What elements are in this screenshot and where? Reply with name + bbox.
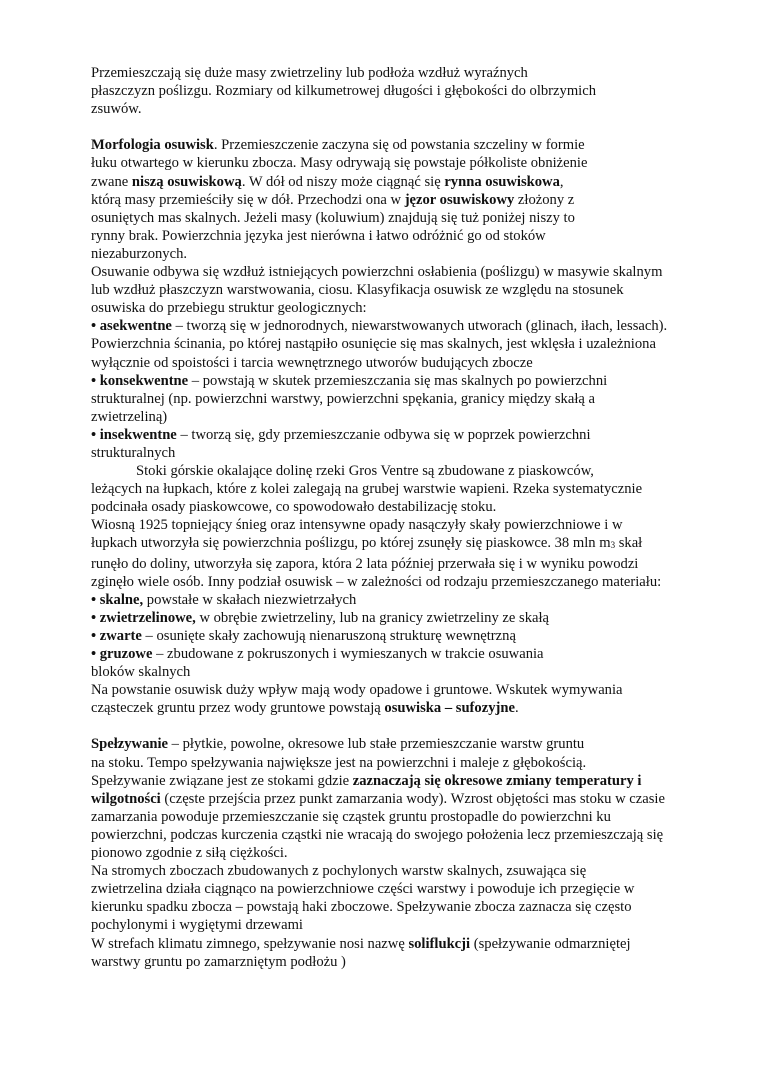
term-jezor: jęzor osuwiskowy	[404, 191, 515, 208]
material-line: bloków skalnych	[91, 664, 191, 681]
intro-line: Przemieszczają się duże masy zwietrzeliny lub podłoża wzdłuż wyraźnych	[91, 65, 528, 81]
term-soliflukcja: soliflukcji	[408, 935, 471, 952]
term-sufozyjne: osuwiska – sufozyjne	[384, 700, 515, 717]
gros-ventre-line: leżących na łupkach, które z kolei zalegają na grubej warstwie wapieni. Rzeka systematycznie	[91, 481, 643, 498]
paragraph-gap	[91, 118, 716, 136]
morfologia-line: niezaburzonych.	[91, 245, 188, 262]
class-line: strukturalnych	[91, 444, 176, 461]
term-nisza: niszą osuwiskową	[131, 173, 242, 190]
class-insekwentne: • insekwentne – tworzą się, gdy przemieszczanie odbywa się w poprzek powierzchni	[91, 426, 591, 443]
gros-ventre-line: Stoki górskie okalające dolinę rzeki Gros Ventre są zbudowane z piaskowców,	[136, 463, 594, 480]
material-zwietrzelinowe: • zwietrzelinowe, w obrębie zwietrzeliny, lub na granicy zwietrzeliny ze skałą	[91, 609, 549, 626]
intro-line: zsuwów.	[91, 101, 142, 118]
class-asekwentne: • asekwentne – tworzą się w jednorodnych, niewarstwowanych utworach (glinach, iłach, lessach).	[91, 318, 668, 335]
gros-ventre-line: Wiosną 1925 topniejący śnieg oraz intensywne opady nasączyły skały powierzchniowe i w	[91, 517, 623, 534]
class-konsekwentne: • konsekwentne – powstają w skutek przemieszczania się mas skalnych po powierzchni	[91, 372, 608, 389]
spelzywanie-line: pochylonymi i wygiętymi drzewami	[91, 917, 303, 934]
class-line: zwietrzeliną)	[91, 408, 168, 425]
morfologia-line: lub wzdłuż płaszczyzn warstwowania, ciosu. Klasyfikacja osuwisk ze względu na stosunek	[91, 282, 624, 299]
spelzywanie-line: zwietrzelina działa ciągnąco na powierzchniowe części warstwy i powoduje ich przegięcie w	[91, 881, 635, 898]
spelzywanie-line: Na stromych zboczach zbudowanych z pochylonych warstw skalnych, zsuwająca się	[91, 863, 587, 880]
morfologia-line: zwane niszą osuwiskową. W dół od niszy może ciągnąć się rynna osuwiskowa,	[91, 173, 564, 190]
unit-subscript: 3	[610, 540, 616, 551]
morfologia-heading: Morfologia osuwisk	[91, 137, 214, 154]
morfologia-line: którą masy przemieściły się w dół. Przechodzi ona w jęzor osuwiskowy złożony z	[91, 191, 575, 208]
class-line: strukturalnej (np. powierzchni warstwy, powierzchni spękania, granicy między skałą a	[91, 390, 595, 407]
spelzywanie-line: zamarzania powoduje przemieszczanie się cząstek gruntu prostopadle do powierzchni ku	[91, 808, 611, 825]
spelzywanie-line: Spełzywanie związane jest ze stokami gdzie zaznaczają się okresowe zmiany temperatury i	[91, 772, 642, 789]
gros-ventre-line: łupkach utworzyła się powierzchnia poślizgu, po której zsunęły się piaskowce. 38 mln $m_3$ skał	[91, 535, 643, 552]
material-line: cząsteczek gruntu przez wody gruntowe powstają osuwiska – sufozyjne.	[91, 700, 519, 717]
morfologia-line: Morfologia osuwisk. Przemieszczenie zaczyna się od powstania szczeliny w formie	[91, 137, 585, 154]
spelzywanie-line: na stoku. Tempo spełzywania największe jest na powierzchni i maleje z głębokością.	[91, 754, 587, 771]
morfologia-line: Osuwanie odbywa się wzdłuż istniejących powierzchni osłabienia (poślizgu) w masywie skalnym	[91, 264, 663, 281]
gros-ventre-line: podcinała osady piaskowcowe, co spowodowało destabilizację stoku.	[91, 499, 497, 516]
material-zwarte: • zwarte – osunięte skały zachowują nienaruszoną strukturę wewnętrzną	[91, 627, 516, 644]
gros-ventre-line: runęło do doliny, utworzyła się zapora, która 2 lata później przerwała się i w wyniku powodzi	[91, 555, 639, 572]
morfologia-line: rynny brak. Powierzchnia języka jest nierówna i łatwo odróżnić go od stoków	[91, 227, 546, 244]
spelzywanie-line: powierzchni, podczas kurczenia cząstki nie wracają do swojego położenia lecz przemieszczają się	[91, 826, 664, 843]
spelzywanie-heading: Spełzywanie	[91, 736, 169, 753]
document-text	[91, 64, 716, 971]
class-line: wyłącznie od spoistości i tarcia wewnętrznego utworów budujących zbocze	[91, 354, 533, 371]
paragraph-gap	[91, 717, 716, 735]
intro-line: płaszczyzn poślizgu. Rozmiary od kilkumetrowej długości i głębokości do olbrzymich	[91, 83, 596, 100]
material-gruzowe: • gruzowe – zbudowane z pokruszonych i wymieszanych w trakcie osuwania	[91, 646, 544, 662]
spelzywanie-line: pionowo zgodnie z siłą ciężkości.	[91, 845, 288, 862]
spelzywanie-line: W strefach klimatu zimnego, spełzywanie nosi nazwę soliflukcji (spełzywanie odmarzniętej	[91, 935, 631, 952]
morfologia-line: osuniętych mas skalnych. Jeżeli masy (koluwium) znajdują się tuż poniżej niszy to	[91, 209, 575, 226]
morfologia-line: łuku otwartego w kierunku zbocza. Masy odrywają się powstaje półkoliste obniżenie	[91, 155, 588, 172]
material-line: Na powstanie osuwisk duży wpływ mają wody opadowe i gruntowe. Wskutek wymywania	[91, 682, 623, 699]
gros-ventre-line: zginęło wiele osób. Inny podział osuwisk – w zależności od rodzaju przemieszczanego materiału:	[91, 573, 662, 590]
material-skalne: • skalne, powstałe w skałach niezwietrzałych	[91, 591, 357, 608]
spelzywanie-line: warstwy gruntu po zamarzniętym podłożu )	[91, 953, 346, 970]
spelzywanie-line: Spełzywanie – płytkie, powolne, okresowe lub stałe przemieszczanie warstw gruntu	[91, 736, 585, 753]
spelzywanie-line: kierunku spadku zbocza – powstają haki zboczowe. Spełzywanie zbocza zaznacza się często	[91, 899, 632, 916]
class-line: Powierzchnia ścinania, po której nastąpiło osunięcie się mas skalnych, jest wklęsła i uzależniona	[91, 336, 656, 353]
spelzywanie-line: wilgotności (częste przejścia przez punkt zamarzania wody). Wzrost objętości mas stoku w czasie	[91, 790, 665, 807]
morfologia-line: osuwiska do przebiegu struktur geologicznych:	[91, 300, 367, 317]
term-rynna: rynna osuwiskowa	[444, 173, 560, 190]
